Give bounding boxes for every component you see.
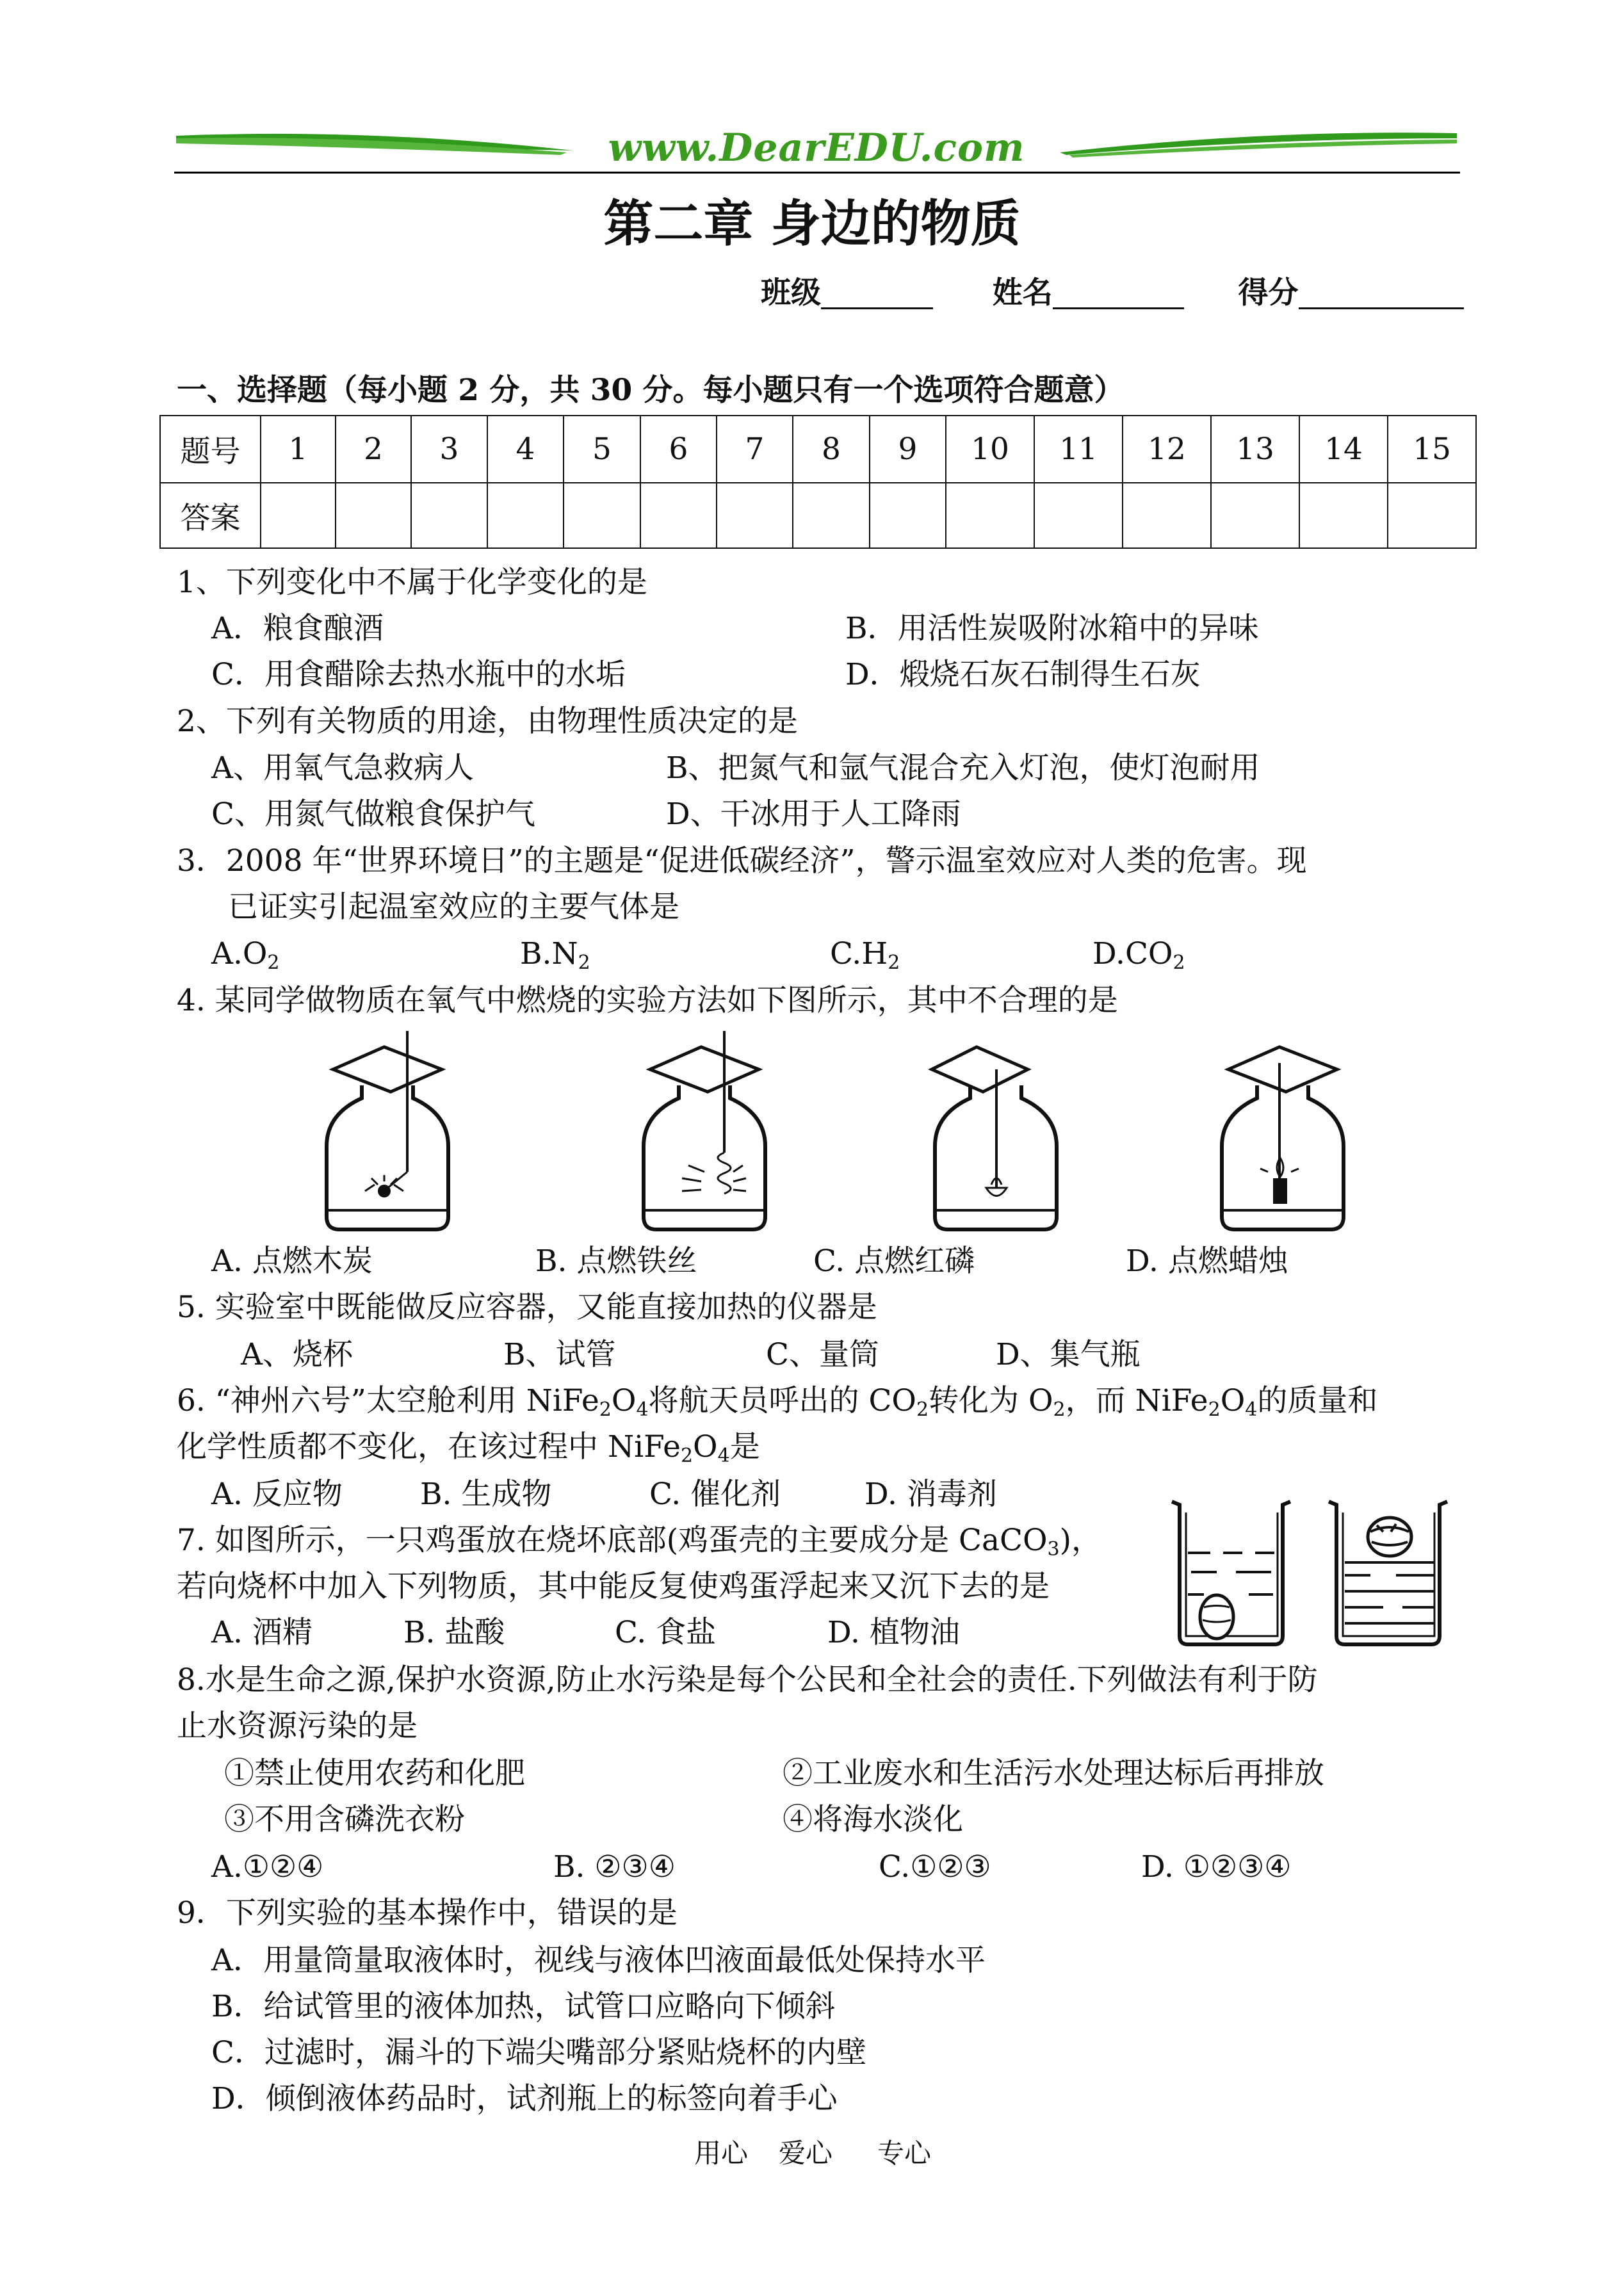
jar-red-phosphorus-figure: [922, 1025, 1069, 1242]
q6-option-d: D. 消毒剂: [865, 1477, 997, 1512]
score-blank[interactable]: [1299, 274, 1464, 309]
row-label-answer: 答案: [160, 483, 261, 548]
answer-cell[interactable]: [1388, 483, 1476, 548]
table-cell: 13: [1211, 416, 1299, 483]
q2-option-c: C、用氮气做粮食保护气: [211, 797, 535, 832]
q4-option-d: D. 点燃蜡烛: [1126, 1244, 1288, 1279]
name-label: 姓名: [992, 275, 1053, 311]
q4-option-c: C. 点燃红磷: [813, 1244, 975, 1279]
answer-cell[interactable]: [1123, 483, 1211, 548]
footer-text-1: 用心: [694, 2137, 749, 2169]
q7-option-d: D. 植物油: [827, 1615, 960, 1650]
table-cell: 7: [717, 416, 793, 483]
q8-line2: 止水资源污染的是: [177, 1708, 418, 1744]
table-cell: 10: [946, 416, 1034, 483]
q1-option-a: A．粮食酿酒: [211, 611, 384, 646]
answer-cell[interactable]: [1211, 483, 1299, 548]
footer-text-3: 专心: [877, 2137, 932, 2169]
answer-cell[interactable]: [564, 483, 640, 548]
q5-option-a: A、烧杯: [241, 1337, 353, 1372]
answer-cell[interactable]: [1034, 483, 1123, 548]
answer-table: [159, 415, 1477, 549]
q3-option-d: $D.CO_2$: [1092, 936, 1185, 974]
q6-line2: 化学性质都不变化，在该过程中 $NiFe_2O_4$是: [177, 1429, 760, 1467]
table-cell: 3: [411, 416, 487, 483]
answer-cell[interactable]: [717, 483, 793, 548]
beaker-egg-figure: [1165, 1492, 1454, 1649]
jar-charcoal-figure: [314, 1025, 461, 1242]
q2-option-a: A、用氧气急救病人: [211, 750, 474, 786]
footer-text-2: 爱心: [779, 2137, 833, 2169]
q8-option-c: C.①②③: [879, 1849, 991, 1885]
table-cell: 15: [1388, 416, 1476, 483]
q3-option-c: $C.H_2$: [830, 936, 900, 974]
jar-candle-figure: [1209, 1025, 1356, 1242]
q8-statement-4: ④将海水淡化: [783, 1802, 963, 1837]
q3-option-b: $B.N_2$: [520, 936, 590, 974]
q3-stem-line2: 已证实引起温室效应的主要气体是: [228, 889, 679, 925]
table-cell: 2: [336, 416, 411, 483]
q8-statement-3: ③不用含磷洗衣粉: [224, 1802, 465, 1837]
score-label: 得分: [1238, 275, 1299, 311]
q5-option-c: C、量筒: [766, 1337, 879, 1372]
q1-stem: 1、下列变化中不属于化学变化的是: [177, 565, 647, 600]
q7-option-c: C. 食盐: [615, 1615, 717, 1650]
table-cell: 4: [487, 416, 564, 483]
answer-cell[interactable]: [793, 483, 870, 548]
q8-option-d: D. ①②③④: [1141, 1849, 1292, 1885]
q8-line1: 8.水是生命之源,保护水资源,防止水污染是每个公民和全社会的责任.下列做法有利于防: [177, 1662, 1318, 1698]
q9-stem: 9．下列实验的基本操作中，错误的是: [177, 1895, 678, 1931]
q8-statement-1: ①禁止使用农药和化肥: [224, 1756, 525, 1791]
q5-option-d: D、集气瓶: [996, 1337, 1141, 1372]
answer-cell[interactable]: [870, 483, 946, 548]
q5-stem: 5. 实验室中既能做反应容器，又能直接加热的仪器是: [177, 1290, 877, 1325]
q8-option-a: A.①②④: [211, 1849, 324, 1885]
q7-line1: 7. 如图所示，一只鸡蛋放在烧坏底部(鸡蛋壳的主要成分是 CaCO$_3$)，: [177, 1523, 1101, 1561]
answer-cell[interactable]: [640, 483, 717, 548]
q7-line2: 若向烧杯中加入下列物质，其中能反复使鸡蛋浮起来又沉下去的是: [177, 1569, 1050, 1604]
q3-option-a: $A.O_2$: [211, 936, 280, 974]
table-row-numbers: [160, 416, 1476, 483]
info-line: [761, 274, 1464, 312]
q4-option-a: A. 点燃木炭: [211, 1244, 373, 1279]
q6-option-b: B. 生成物: [420, 1477, 552, 1512]
q6-line1: 6. “神州六号”太空舱利用 $NiFe_2O_4$将航天员呼出的 $CO_2$转化为 $O_2$，而 $NiFe_2O_4$的质量和: [177, 1383, 1378, 1421]
q2-option-b: B、把氮气和氩气混合充入灯泡，使灯泡耐用: [666, 750, 1260, 786]
q1-option-d: D．煅烧石灰石制得生石灰: [845, 657, 1201, 692]
q3-stem-line1: 3．2008 年“世界环境日”的主题是“促进低碳经济”，警示温室效应对人类的危害。现: [177, 843, 1307, 879]
table-cell: 14: [1299, 416, 1388, 483]
table-cell: 8: [793, 416, 870, 483]
q4-stem: 4. 某同学做物质在氧气中燃烧的实验方法如下图所示，其中不合理的是: [177, 983, 1118, 1018]
site-name: www.DearEDU.com: [608, 126, 1025, 170]
q8-statement-2: ②工业废水和生活污水处理达标后再排放: [783, 1756, 1324, 1791]
q1-option-c: C．用食醋除去热水瓶中的水垢: [211, 657, 626, 692]
q9-option-c: C．过滤时，漏斗的下端尖嘴部分紧贴烧杯的内壁: [211, 2035, 866, 2070]
table-row-answers: [160, 483, 1476, 548]
name-blank[interactable]: [1053, 274, 1184, 309]
q7-option-b: B. 盐酸: [403, 1615, 505, 1650]
table-cell: 11: [1034, 416, 1123, 483]
table-cell: 6: [640, 416, 717, 483]
q9-option-a: A．用量筒量取液体时，视线与液体凹液面最低处保持水平: [211, 1943, 986, 1978]
table-cell: 12: [1123, 416, 1211, 483]
answer-cell[interactable]: [1299, 483, 1388, 548]
site-header: [176, 122, 1457, 179]
q8-option-b: B. ②③④: [553, 1849, 676, 1885]
table-cell: 9: [870, 416, 946, 483]
q9-option-d: D．倾倒液体药品时，试剂瓶上的标签向着手心: [211, 2081, 838, 2116]
q9-option-b: B．给试管里的液体加热，试管口应略向下倾斜: [211, 1989, 836, 2024]
header-rule: [174, 172, 1460, 174]
jar-iron-wire-figure: [631, 1025, 778, 1242]
class-label: 班级: [761, 275, 821, 311]
q6-option-a: A. 反应物: [211, 1477, 343, 1512]
q4-option-b: B. 点燃铁丝: [535, 1244, 697, 1279]
answer-cell[interactable]: [487, 483, 564, 548]
q2-option-d: D、干冰用于人工降雨: [666, 797, 961, 832]
answer-cell[interactable]: [411, 483, 487, 548]
page-title: 第二章 身边的物质: [603, 195, 1021, 253]
table-cell: 5: [564, 416, 640, 483]
q6-option-c: C. 催化剂: [649, 1477, 781, 1512]
answer-cell[interactable]: [336, 483, 411, 548]
section1-heading: 一、选择题（每小题 2 分，共 30 分。每小题只有一个选项符合题意）: [177, 373, 1125, 408]
q7-option-a: A. 酒精: [211, 1615, 313, 1650]
q1-option-b: B．用活性炭吸附冰箱中的异味: [845, 611, 1259, 646]
row-label-number: 题号: [160, 416, 261, 483]
q2-stem: 2、下列有关物质的用途，由物理性质决定的是: [177, 704, 798, 739]
answer-cell[interactable]: [261, 483, 336, 548]
answer-cell[interactable]: [946, 483, 1034, 548]
table-cell: 1: [261, 416, 336, 483]
q5-option-b: B、试管: [503, 1337, 616, 1372]
class-blank[interactable]: [821, 274, 933, 309]
